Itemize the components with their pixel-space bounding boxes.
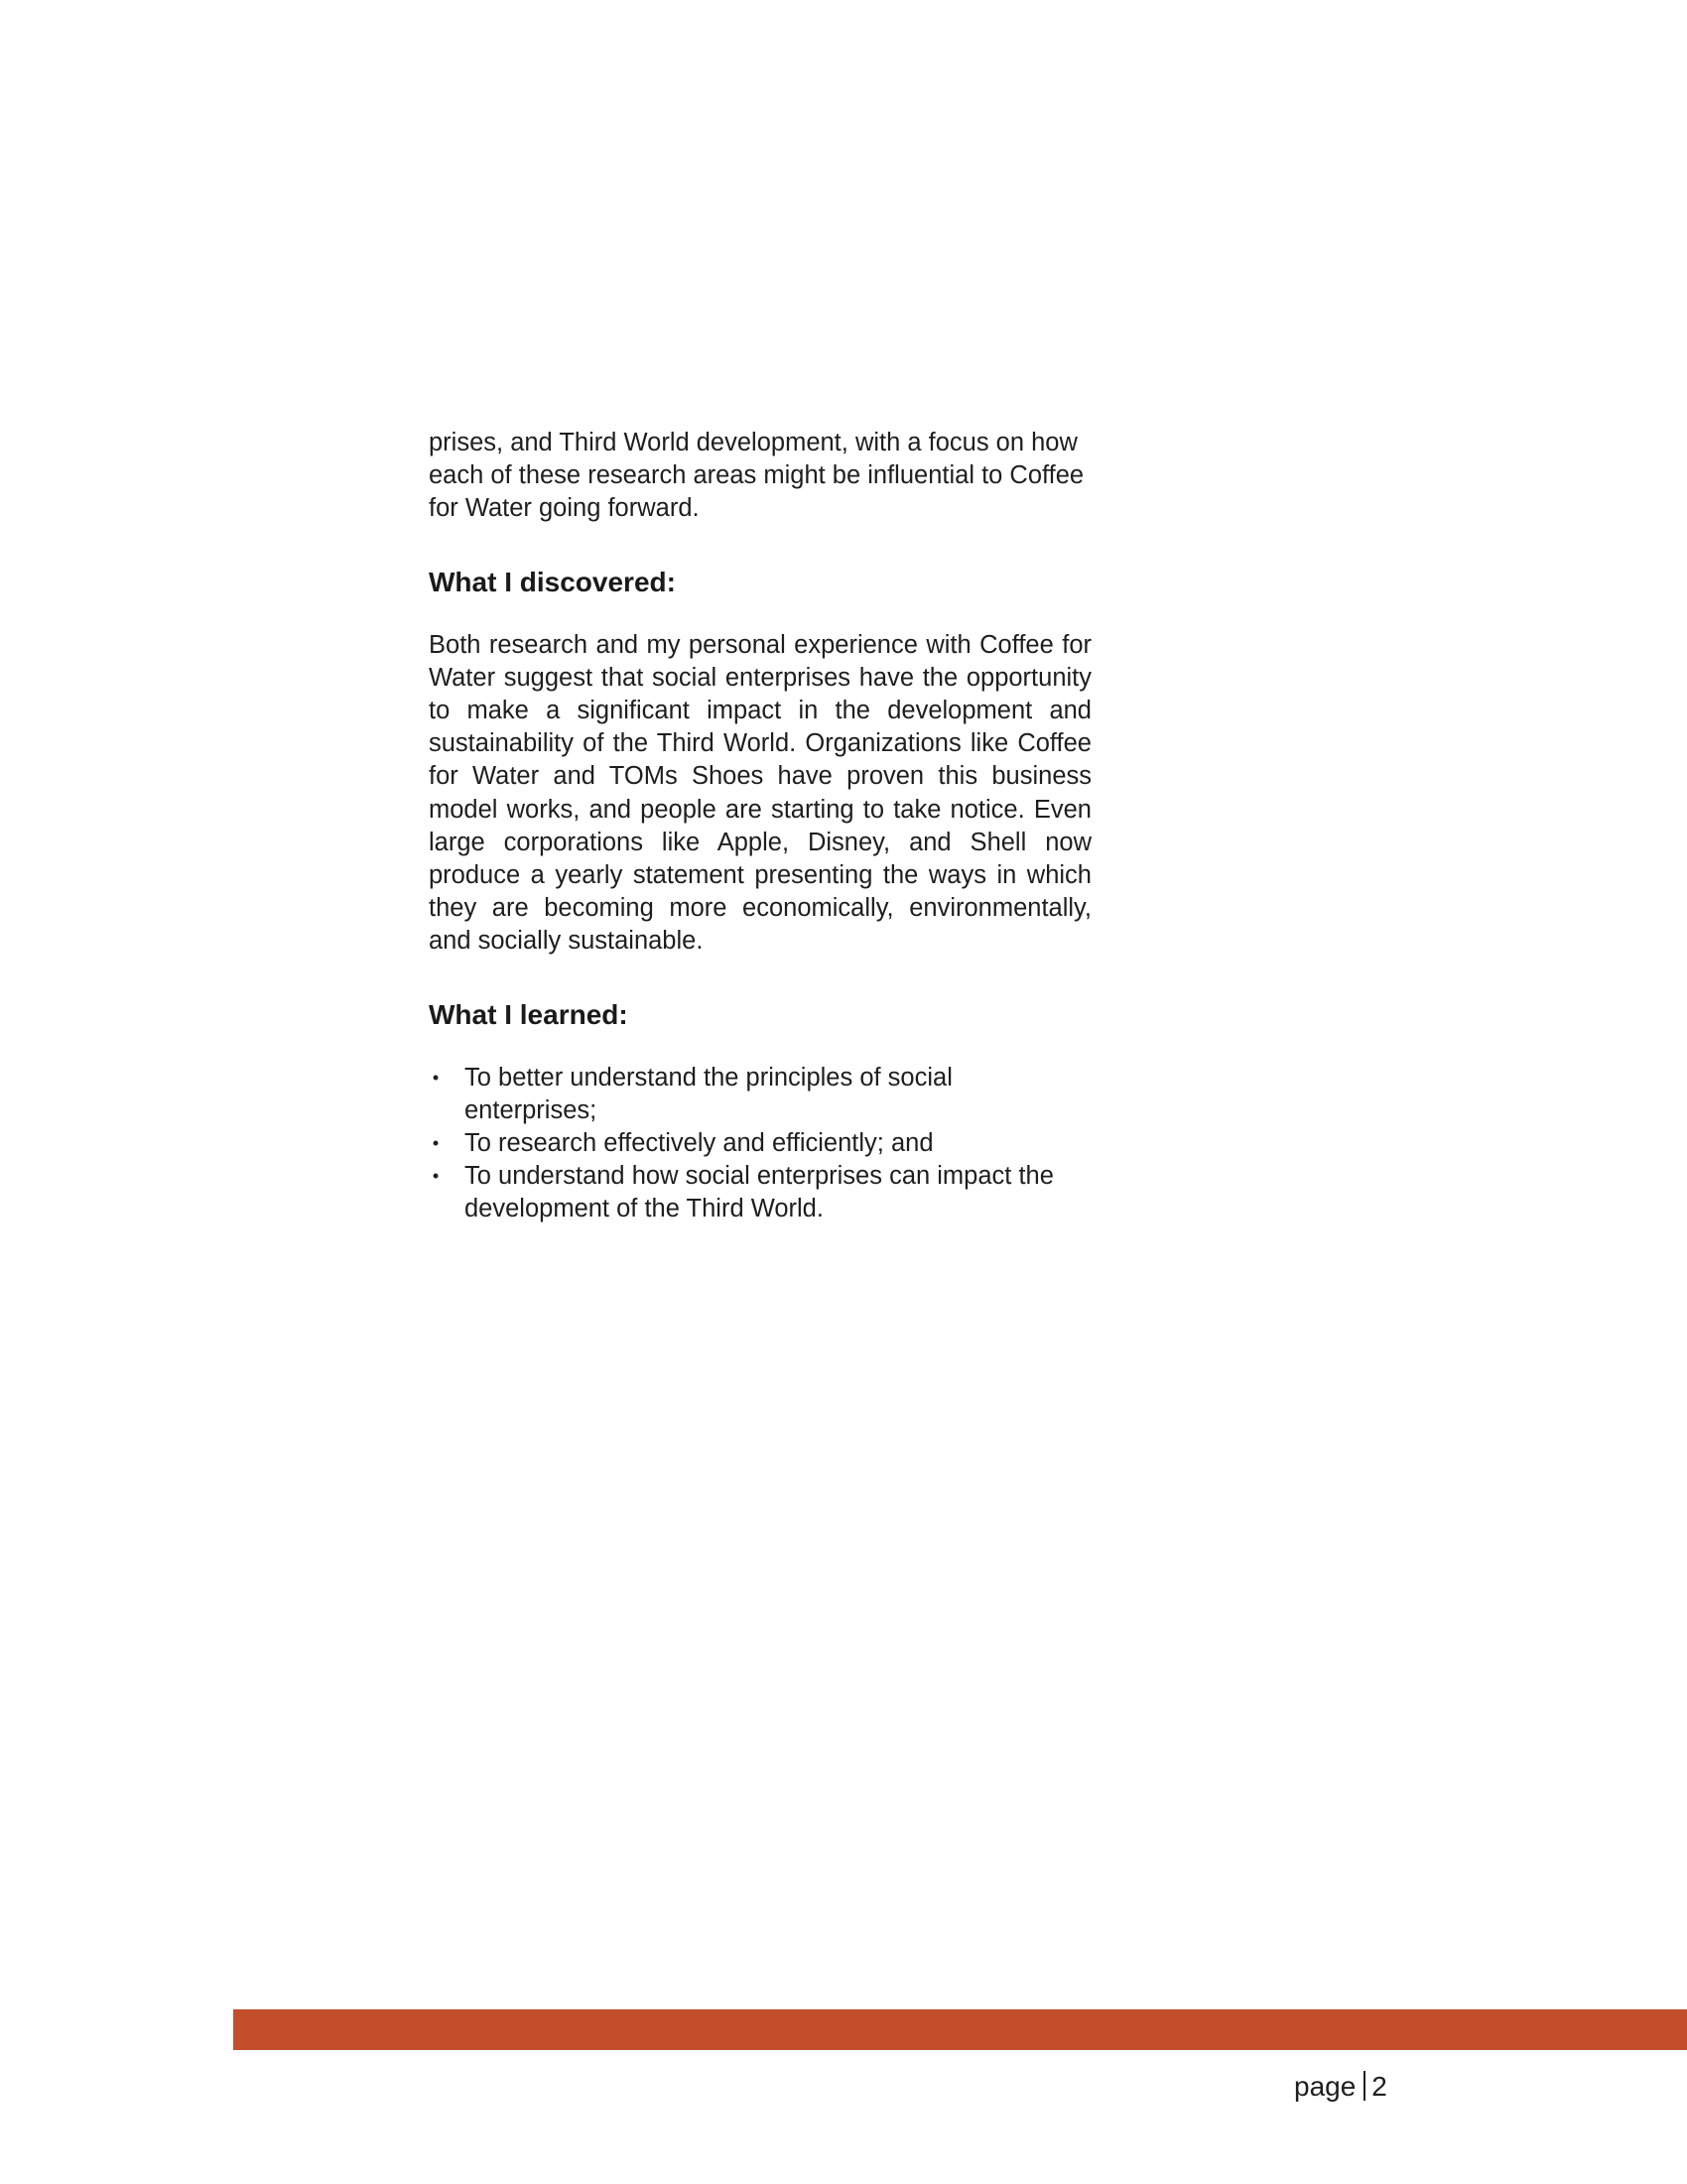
page-separator: [1363, 2071, 1365, 2101]
discovered-paragraph: Both research and my personal experience with Coffee for Water suggest that social enterprises have the opportunity to make a significant impact in the development and sustainability of the Third World. Organizations like Coffee for Water and TOMs Shoes have proven this business model works, and people are starting to take notice. Even large corporations like Apple, Disney, and Shell now produce a yearly statement presenting the ways in which they are becoming more economically, environmentally, and socially sustainable.: [429, 630, 1092, 956]
footer-bar: [233, 2009, 1687, 2050]
bullet-icon: •: [432, 1166, 440, 1187]
page-number-value: 2: [1371, 2071, 1387, 2102]
list-item: [429, 1160, 1092, 1225]
list-item-text: To understand how social enterprises can impact the development of the Third World.: [464, 1162, 1054, 1223]
intro-paragraph: prises, and Third World development, with a focus on how each of these research areas might be influential to Coffee for Water going forward.: [429, 429, 1085, 523]
bullet-icon: •: [432, 1067, 440, 1088]
list-item-text: To better understand the principles of social enterprises;: [464, 1063, 953, 1124]
list-item: [429, 1062, 1092, 1127]
bullet-icon: •: [432, 1133, 440, 1154]
learned-list: [429, 1062, 1092, 1226]
section-heading-discovered: What I discovered:: [429, 566, 676, 597]
document-body: [429, 427, 1092, 1226]
section-heading-learned: What I learned:: [429, 998, 628, 1030]
list-item-text: To research effectively and efficiently; and: [464, 1129, 934, 1158]
page-label: page: [1294, 2071, 1357, 2102]
page-number: [1294, 2070, 1387, 2104]
list-item: [429, 1127, 1092, 1160]
